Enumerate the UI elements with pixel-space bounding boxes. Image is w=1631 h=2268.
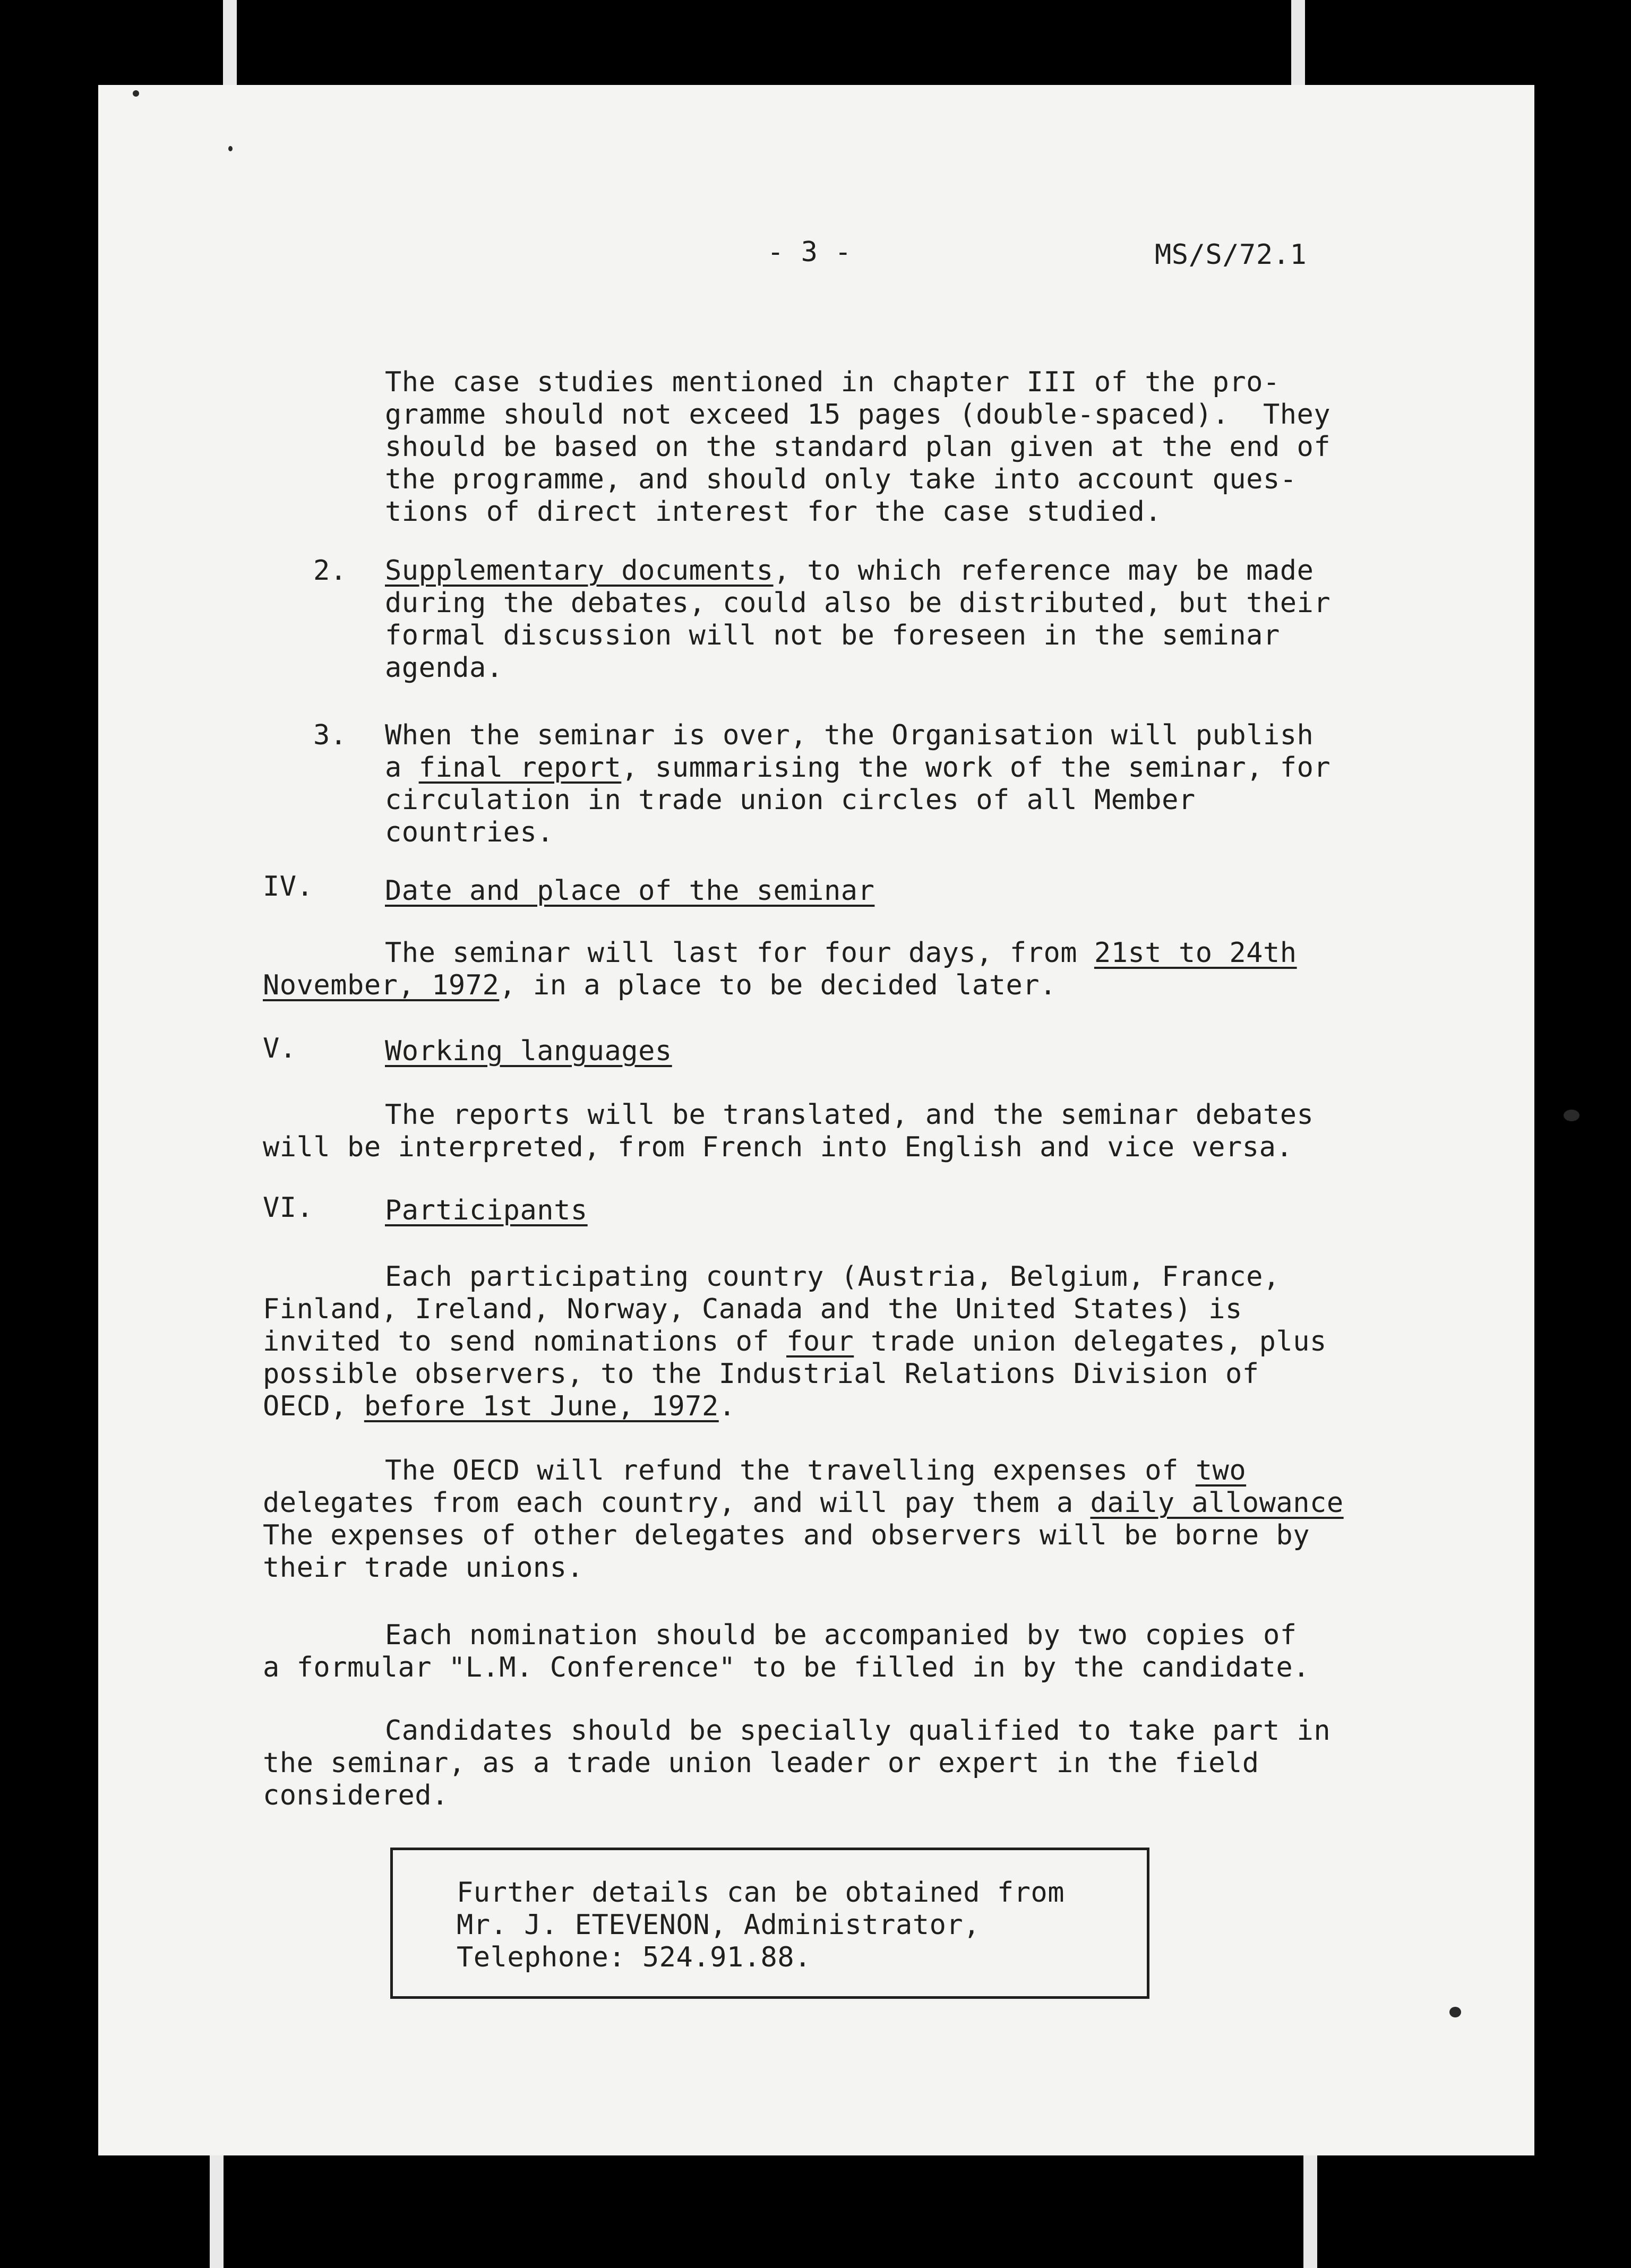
item-3-line-1: When the seminar is over, the Organisation will publish: [385, 719, 1314, 751]
item-2-line-1: Supplementary documents, to which reference may be made: [385, 555, 1314, 587]
item-2-line-2: during the debates, could also be distributed, but their: [385, 587, 1331, 619]
section-5-number: V.: [263, 1033, 297, 1064]
participants-p2-line-1: The OECD will refund the travelling expenses of two: [385, 1455, 1247, 1487]
film-edge-bottom-left: [210, 2153, 224, 2268]
intro-line-5: tions of direct interest for the case studied.: [385, 496, 1162, 528]
seminar-dates-end: November, 1972: [263, 969, 500, 1001]
section-4-line-1: The seminar will last for four days, from 21st to 24th: [385, 937, 1297, 969]
supplementary-documents-term: Supplementary documents: [385, 555, 774, 587]
section-4-line-2: November, 1972, in a place to be decided later.: [263, 969, 1057, 1001]
intro-line-3: should be based on the standard plan given at the end of: [385, 431, 1331, 463]
dust-speck: [1449, 2007, 1461, 2017]
item-2-line-4: agenda.: [385, 652, 503, 684]
dust-speck: [1564, 1110, 1580, 1121]
participants-p3-line-1: Each nomination should be accompanied by two copies of: [385, 1619, 1297, 1651]
section-5-line-1: The reports will be translated, and the seminar debates: [385, 1099, 1314, 1131]
item-2-number: 2.: [313, 555, 347, 587]
nomination-deadline: before 1st June, 1972: [364, 1390, 719, 1422]
section-6-title: Participants: [385, 1195, 588, 1226]
participants-p4-line-3: considered.: [263, 1780, 449, 1811]
item-2-line-3: formal discussion will not be foreseen in the seminar: [385, 620, 1280, 651]
seminar-dates-start: 21st to 24th: [1094, 937, 1297, 969]
participants-p2-line-3: The expenses of other delegates and observers will be borne by: [263, 1519, 1310, 1551]
document-reference: MS/S/72.1: [1155, 239, 1307, 271]
intro-line-1: The case studies mentioned in chapter III of the pro-: [385, 366, 1280, 398]
contact-line-1: Further details can be obtained from: [457, 1877, 1065, 1909]
item-3-line-4: countries.: [385, 817, 554, 848]
section-6-number: VI.: [263, 1192, 314, 1224]
participants-p4-line-2: the seminar, as a trade union leader or expert in the field: [263, 1747, 1259, 1779]
film-edge-bottom-right: [1303, 2153, 1317, 2268]
participants-p2-line-4: their trade unions.: [263, 1552, 584, 1584]
film-edge-top-right: [1291, 0, 1305, 88]
contact-line-3: Telephone: 524.91.88.: [457, 1941, 811, 1973]
section-5-title: Working languages: [385, 1035, 672, 1067]
dust-speck: [133, 90, 139, 97]
final-report-term: final report: [418, 752, 622, 784]
participants-p4-line-1: Candidates should be specially qualified to take part in: [385, 1715, 1331, 1747]
participants-p1-line-3: invited to send nominations of four trade union delegates, plus: [263, 1326, 1327, 1358]
daily-allowance-term: daily allowance: [1090, 1487, 1344, 1519]
participants-p1-line-1: Each participating country (Austria, Belgium, France,: [385, 1261, 1280, 1293]
delegate-count-term: four: [786, 1326, 854, 1358]
page-number: - 3 -: [767, 236, 852, 268]
contact-line-2: Mr. J. ETEVENON, Administrator,: [457, 1909, 981, 1941]
refunded-delegates-term: two: [1195, 1455, 1247, 1487]
dust-speck: [228, 146, 233, 151]
item-3-line-2: a final report, summarising the work of the seminar, for: [385, 752, 1331, 784]
participants-p1-line-2: Finland, Ireland, Norway, Canada and the United States) is: [263, 1293, 1242, 1325]
section-5-line-2: will be interpreted, from French into English and vice versa.: [263, 1131, 1293, 1163]
participants-p2-line-2: delegates from each country, and will pay them a daily allowance: [263, 1487, 1344, 1519]
intro-line-4: the programme, and should only take into account ques-: [385, 463, 1297, 495]
item-3-line-3: circulation in trade union circles of all Member: [385, 784, 1196, 816]
section-4-title: Date and place of the seminar: [385, 875, 875, 907]
participants-p1-line-5: OECD, before 1st June, 1972.: [263, 1390, 736, 1422]
participants-p3-line-2: a formular "L.M. Conference" to be filled in by the candidate.: [263, 1652, 1310, 1683]
section-4-number: IV.: [263, 871, 314, 903]
participants-p1-line-4: possible observers, to the Industrial Relations Division of: [263, 1358, 1259, 1390]
film-edge-top-left: [223, 0, 237, 88]
item-3-number: 3.: [313, 719, 347, 751]
intro-line-2: gramme should not exceed 15 pages (double-spaced). They: [385, 399, 1331, 431]
